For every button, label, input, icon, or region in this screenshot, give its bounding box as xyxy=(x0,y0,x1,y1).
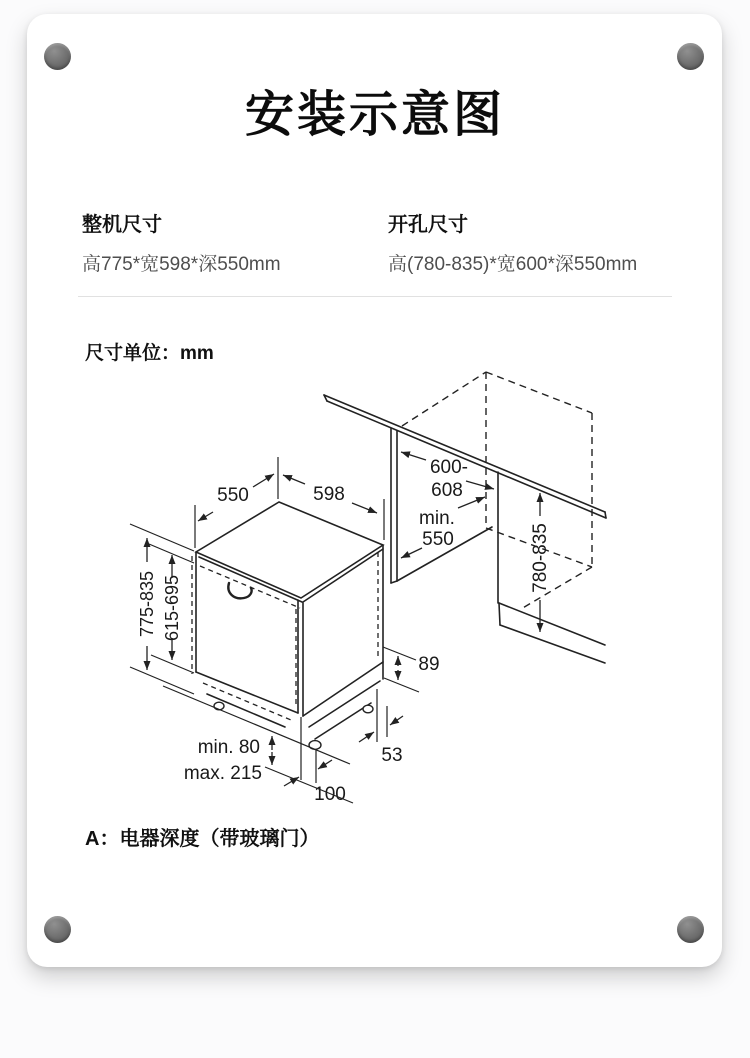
dim-step-89 xyxy=(383,647,440,692)
spec-opening-value: 高(780-835)*宽600*深550mm xyxy=(388,254,638,275)
dim-niche-depth xyxy=(401,497,485,558)
page-title: 安装示意图 xyxy=(244,88,505,142)
dim-label-niche-depth-1: min. xyxy=(419,508,455,529)
unit-note: 尺寸单位：mm xyxy=(85,343,214,364)
dim-foot-inset-100 xyxy=(284,717,346,805)
dim-label-door-height: 615-695 xyxy=(162,574,182,642)
dim-label-niche-width-1: 600- xyxy=(429,457,469,478)
dim-width-598 xyxy=(283,475,384,540)
dim-side-gap-53 xyxy=(359,689,403,766)
dim-label-width: 598 xyxy=(313,484,345,505)
dim-label-niche-width-2: 608 xyxy=(431,480,463,501)
spec-opening-label: 开孔尺寸 xyxy=(388,214,468,236)
cabinet-niche-drawing xyxy=(324,372,606,663)
dim-label-total-height: 775-835 xyxy=(137,570,157,638)
dim-label-foot-inset: 100 xyxy=(314,784,346,805)
spec-overall-label: 整机尺寸 xyxy=(82,214,162,236)
foot-left xyxy=(214,702,224,710)
dim-label-plinth-max: max. 215 xyxy=(183,763,262,784)
dimension-annotations xyxy=(130,452,551,805)
dim-niche-height xyxy=(530,493,551,632)
dim-label-plinth-min: min. 80 xyxy=(197,737,260,758)
foot-right xyxy=(363,705,373,713)
door-handle xyxy=(228,583,251,598)
dishwasher-unit-drawing xyxy=(192,502,383,749)
dim-label-depth: 550 xyxy=(217,485,249,506)
dim-label-niche-depth-2: 550 xyxy=(422,529,454,550)
dim-label-side-gap: 53 xyxy=(381,745,403,766)
footnote-appliance-depth: A：电器深度（带玻璃门） xyxy=(85,828,320,850)
dim-depth-550 xyxy=(195,457,278,548)
dim-label-step: 89 xyxy=(418,654,440,675)
dim-label-niche-height: 780-835 xyxy=(530,523,551,593)
spec-overall-value: 高775*宽598*深550mm xyxy=(82,254,281,275)
